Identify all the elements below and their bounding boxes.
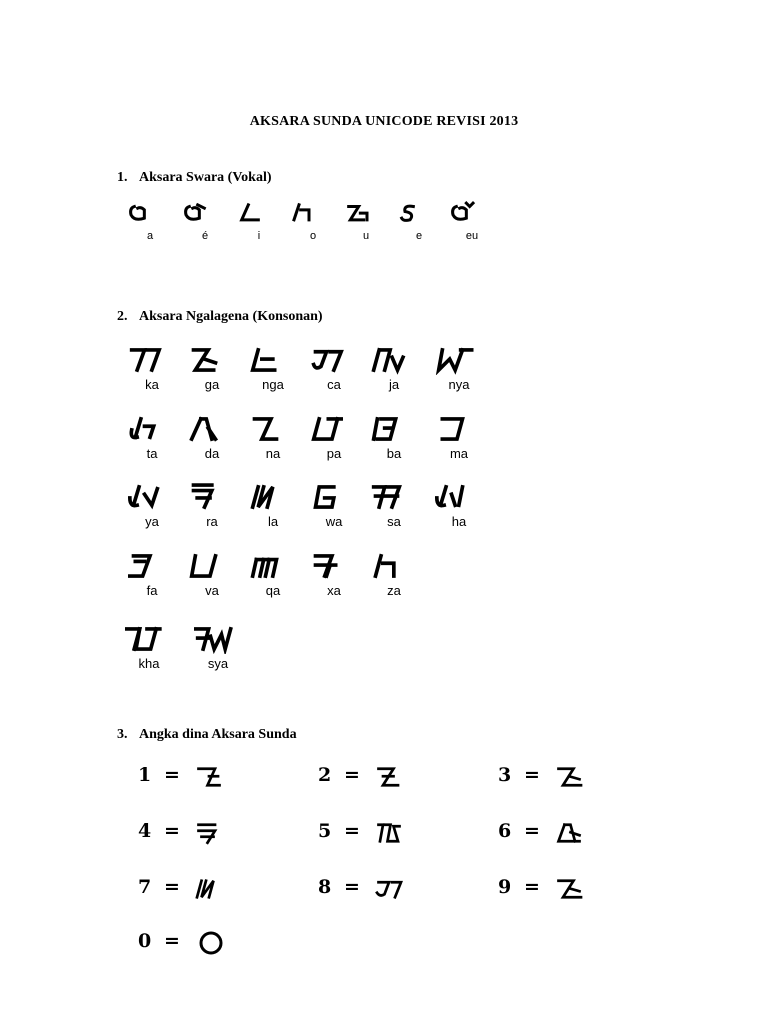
sundanese-glyph-nya [435, 345, 479, 375]
sundanese-glyph-n8 [374, 874, 410, 904]
equals-sign: = [344, 876, 360, 898]
sundanese-glyph-ra [188, 482, 232, 512]
section-label: Angka dina Aksara Sunda [139, 727, 297, 742]
consonant-cell [364, 345, 424, 401]
sundanese-glyph-za [370, 551, 414, 581]
consonant-cell [122, 482, 182, 538]
latin-transliteration: ta [146, 446, 158, 461]
arabic-digit: 2 [318, 764, 332, 786]
latin-transliteration: wa [325, 514, 343, 529]
sundanese-glyph-eu [448, 200, 488, 228]
latin-transliteration: ya [145, 514, 159, 529]
sundanese-glyph-n7 [194, 874, 230, 904]
latin-transliteration: nya [448, 377, 470, 392]
latin-transliteration: pa [326, 446, 342, 461]
consonant-cell [182, 345, 242, 401]
latin-transliteration: fa [146, 583, 158, 598]
sundanese-glyph-ga [188, 345, 232, 375]
sundanese-glyph-é [181, 200, 221, 228]
latin-transliteration: ga [204, 377, 220, 392]
sundanese-glyph-wa [310, 482, 354, 512]
latin-transliteration: ka [145, 377, 159, 392]
latin-transliteration: u [362, 230, 370, 242]
sundanese-glyph-sa [370, 482, 414, 512]
arabic-digit: 8 [318, 876, 332, 898]
sundanese-glyph-n9 [554, 874, 590, 904]
section-vowels-heading [117, 170, 272, 186]
vowel-cell [229, 200, 289, 256]
latin-transliteration: ca [327, 377, 341, 392]
equals-sign: = [524, 876, 540, 898]
sundanese-glyph-ja [370, 345, 414, 375]
consonant-cell [243, 551, 303, 607]
latin-transliteration: xa [327, 583, 341, 598]
consonant-cell [122, 345, 182, 401]
sundanese-glyph-la [249, 482, 293, 512]
equals-sign: = [164, 876, 180, 898]
sundanese-glyph-nga [249, 345, 293, 375]
sundanese-glyph-pa [310, 414, 354, 444]
sundanese-glyph-fa [128, 551, 172, 581]
vowel-cell [389, 200, 449, 256]
sundanese-glyph-ta [128, 414, 172, 444]
section-number: 3. [117, 727, 128, 742]
sundanese-glyph-da [188, 414, 232, 444]
consonant-cell [429, 345, 489, 401]
sundanese-glyph-ca [310, 345, 354, 375]
sundanese-glyph-n4 [194, 818, 230, 848]
consonant-cell [304, 414, 364, 470]
vowel-cell [283, 200, 343, 256]
section-label: Aksara Ngalagena (Konsonan) [139, 309, 323, 324]
vowel-cell [175, 200, 235, 256]
section-consonants-heading [117, 309, 323, 325]
consonant-cell [304, 551, 364, 607]
latin-transliteration: nga [262, 377, 284, 392]
section-numerals-heading [117, 727, 297, 743]
sundanese-glyph-kha [125, 624, 169, 654]
arabic-digit: 6 [498, 820, 512, 842]
latin-transliteration: ma [449, 446, 469, 461]
latin-transliteration: ja [388, 377, 400, 392]
consonant-cell [304, 482, 364, 538]
vowel-cell [120, 200, 180, 256]
equals-sign: = [524, 820, 540, 842]
consonant-cell [364, 414, 424, 470]
sundanese-glyph-n2 [374, 762, 410, 792]
latin-transliteration: sa [387, 514, 401, 529]
sundanese-glyph-ya [128, 482, 172, 512]
consonant-cell [243, 482, 303, 538]
sundanese-glyph-ba [370, 414, 414, 444]
consonant-cell [304, 345, 364, 401]
section-number: 2. [117, 309, 128, 324]
arabic-digit: 9 [498, 876, 512, 898]
latin-transliteration: ra [206, 514, 218, 529]
section-number: 1. [117, 170, 128, 185]
latin-transliteration: qa [265, 583, 281, 598]
sundanese-glyph-qa [249, 551, 293, 581]
latin-transliteration: eu [465, 230, 479, 242]
latin-transliteration: a [146, 230, 154, 242]
sundanese-glyph-na [249, 414, 293, 444]
arabic-digit: 0 [138, 930, 152, 952]
sundanese-glyph-ka [128, 345, 172, 375]
latin-transliteration: la [267, 514, 279, 529]
sundanese-glyph-va [188, 551, 232, 581]
consonant-cell [364, 482, 424, 538]
consonant-cell [122, 551, 182, 607]
equals-sign: = [164, 930, 180, 952]
latin-transliteration: e [415, 230, 423, 242]
latin-transliteration: ha [451, 514, 467, 529]
sundanese-glyph-o [289, 200, 329, 228]
sundanese-glyph-n1 [194, 762, 230, 792]
consonant-cell [243, 414, 303, 470]
sundanese-glyph-zero [196, 928, 226, 958]
equals-sign: = [524, 764, 540, 786]
consonant-cell [182, 414, 242, 470]
latin-transliteration: é [201, 230, 209, 242]
equals-sign: = [164, 820, 180, 842]
arabic-digit: 7 [138, 876, 152, 898]
equals-sign: = [344, 764, 360, 786]
sundanese-glyph-a [126, 200, 166, 228]
arabic-digit: 4 [138, 820, 152, 842]
latin-transliteration: za [387, 583, 401, 598]
latin-transliteration: sya [207, 656, 229, 671]
section-label: Aksara Swara (Vokal) [139, 170, 272, 185]
arabic-digit: 3 [498, 764, 512, 786]
sundanese-glyph-n3 [554, 762, 590, 792]
consonant-cell [429, 482, 489, 538]
sundanese-glyph-i [235, 200, 275, 228]
equals-sign: = [164, 764, 180, 786]
latin-transliteration: o [309, 230, 317, 242]
arabic-digit: 1 [138, 764, 152, 786]
sundanese-glyph-ma [435, 414, 479, 444]
consonant-cell [182, 482, 242, 538]
latin-transliteration: kha [138, 656, 160, 671]
sundanese-glyph-u [342, 200, 382, 228]
sundanese-glyph-n6 [554, 818, 590, 848]
consonant-cell [429, 414, 489, 470]
vowel-cell [336, 200, 396, 256]
sundanese-glyph-n5 [374, 818, 410, 848]
consonant-cell [182, 551, 242, 607]
latin-transliteration: va [205, 583, 219, 598]
consonant-cell [243, 345, 303, 401]
sundanese-glyph-xa [310, 551, 354, 581]
latin-transliteration: i [257, 230, 261, 242]
consonant-cell [119, 624, 179, 680]
sundanese-glyph-e [395, 200, 435, 228]
consonant-cell [364, 551, 424, 607]
document-title: AKSARA SUNDA UNICODE REVISI 2013 [249, 114, 519, 129]
latin-transliteration: ba [386, 446, 402, 461]
consonant-cell [188, 624, 248, 680]
arabic-digit: 5 [318, 820, 332, 842]
vowel-cell [442, 200, 502, 256]
sundanese-glyph-ha [435, 482, 479, 512]
latin-transliteration: da [204, 446, 220, 461]
consonant-cell [122, 414, 182, 470]
sundanese-glyph-sya [194, 624, 238, 654]
latin-transliteration: na [265, 446, 281, 461]
equals-sign: = [344, 820, 360, 842]
